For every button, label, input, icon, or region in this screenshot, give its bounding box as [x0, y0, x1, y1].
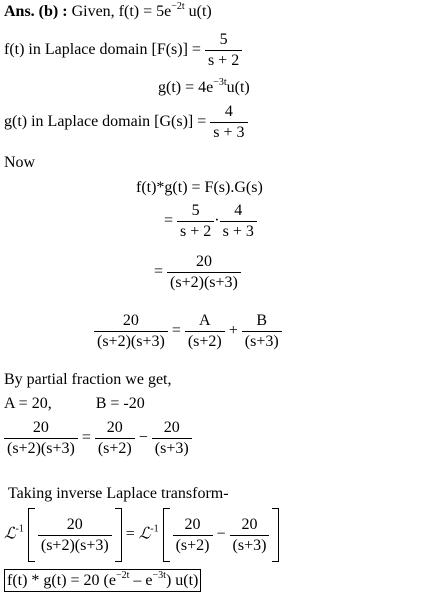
fraction-denominator: (s+2): [173, 535, 213, 554]
f-laplace-line: [4, 32, 242, 69]
given-exponent: −2t: [171, 1, 185, 12]
fraction-numerator: 20: [106, 419, 123, 436]
inverse-laplace-text: Taking inverse Laplace transform-: [8, 485, 229, 502]
fraction-numerator: 20: [241, 515, 258, 533]
fraction-numerator: 20: [163, 419, 180, 436]
inverse-laplace-equation: [4, 508, 279, 562]
fraction-denominator: (s+2)(s+3): [38, 535, 112, 554]
convolution-equation: f(t)*g(t) = F(s).G(s): [136, 179, 263, 196]
equals-sign: =: [81, 429, 91, 447]
right-bracket: [272, 508, 279, 562]
fraction-denominator: (s+2): [185, 331, 225, 350]
left-bracket: [28, 508, 35, 562]
combined-fraction: [167, 254, 241, 291]
fraction-numerator: 20: [195, 253, 212, 270]
plus-sign: +: [228, 322, 238, 340]
fraction-denominator: (s+3): [152, 438, 192, 457]
equals-sign: =: [164, 212, 174, 230]
answer-header: [4, 1, 212, 20]
res-first-fraction: [95, 420, 135, 457]
final-exponent-2: −3t: [152, 570, 166, 581]
fraction-numerator: 4: [224, 103, 233, 120]
fraction-denominator: (s+2)(s+3): [167, 272, 241, 291]
given-text: Given, f(t) = 5e: [71, 3, 172, 20]
combined-line: [154, 254, 241, 291]
fraction-denominator: s + 3: [220, 221, 257, 240]
now-label: Now: [4, 154, 36, 171]
product-line: [164, 203, 257, 240]
inv-first-fraction: [173, 517, 213, 554]
final-tail-text: ) u(t): [165, 572, 199, 589]
fraction-numerator: 5: [219, 31, 228, 48]
fraction-numerator: 4: [234, 202, 243, 219]
equals-sign: =: [171, 322, 181, 340]
fraction-4: [220, 203, 257, 240]
answer-label: Ans. (b) :: [4, 3, 68, 20]
fraction-denominator: s + 3: [210, 122, 247, 141]
pf-left-fraction: [94, 313, 168, 350]
coefficient-values: [4, 396, 145, 412]
given-tail: u(t): [184, 3, 212, 20]
final-mid-text: – e: [129, 572, 153, 589]
g-exponent: −3t: [213, 77, 227, 88]
partial-fraction-result: [4, 420, 192, 457]
fraction-numerator: 20: [32, 419, 49, 436]
partial-fraction-text: By partial fraction we get,: [4, 371, 172, 388]
fraction-denominator: (s+3): [230, 535, 270, 554]
f-laplace-label: f(t) in Laplace domain [F(s)] =: [4, 41, 201, 59]
final-answer: [4, 570, 201, 589]
inv-second-fraction: [230, 517, 270, 554]
g-tail: u(t): [226, 79, 250, 96]
inv-left-fraction: [38, 517, 112, 554]
final-answer-box: [4, 569, 201, 592]
fraction-numerator: 20: [184, 515, 201, 533]
inverse-exponent: -1: [15, 523, 24, 535]
fraction-denominator: (s+3): [242, 331, 282, 350]
a-value: A = 20,: [4, 395, 52, 412]
fraction-denominator: s + 2: [177, 221, 214, 240]
fraction-numerator: A: [199, 312, 211, 329]
fraction-numerator: B: [256, 312, 268, 329]
res-second-fraction: [152, 420, 192, 457]
pf-a-fraction: [185, 313, 225, 350]
g-def-text: g(t) = 4e: [158, 79, 214, 96]
fraction-denominator: (s+2)(s+3): [4, 438, 78, 457]
inverse-exponent: -1: [150, 523, 159, 535]
g-laplace-label: g(t) in Laplace domain [G(s)] =: [4, 113, 207, 131]
pf-b-fraction: [242, 313, 282, 350]
g-definition: [158, 77, 250, 96]
res-left-fraction: [4, 420, 78, 457]
partial-fraction-setup: [94, 313, 282, 350]
fraction-denominator: (s+2)(s+3): [94, 331, 168, 350]
b-value: B = -20: [95, 395, 145, 412]
f-laplace-fraction: [205, 32, 242, 69]
fraction-5: [177, 203, 214, 240]
laplace-symbol: ℒ: [4, 523, 16, 543]
minus-sign: −: [216, 525, 226, 543]
fraction-numerator: 5: [191, 202, 200, 219]
fraction-numerator: 20: [66, 515, 83, 533]
left-bracket: [163, 508, 170, 562]
laplace-symbol: ℒ: [138, 523, 151, 543]
fraction-denominator: (s+2): [95, 438, 135, 457]
minus-sign: −: [138, 429, 148, 447]
right-bracket: [115, 508, 122, 562]
equals-sign: =: [125, 525, 135, 543]
final-answer-text: f(t) * g(t) = 20 (e: [7, 572, 116, 589]
fraction-numerator: 20: [122, 312, 139, 329]
fraction-denominator: s + 2: [205, 50, 242, 69]
g-laplace-line: [4, 104, 248, 141]
g-laplace-fraction: [210, 104, 247, 141]
final-exponent-1: −2t: [115, 570, 130, 581]
equals-sign: =: [154, 263, 164, 281]
dot-operator: ·: [214, 212, 220, 230]
